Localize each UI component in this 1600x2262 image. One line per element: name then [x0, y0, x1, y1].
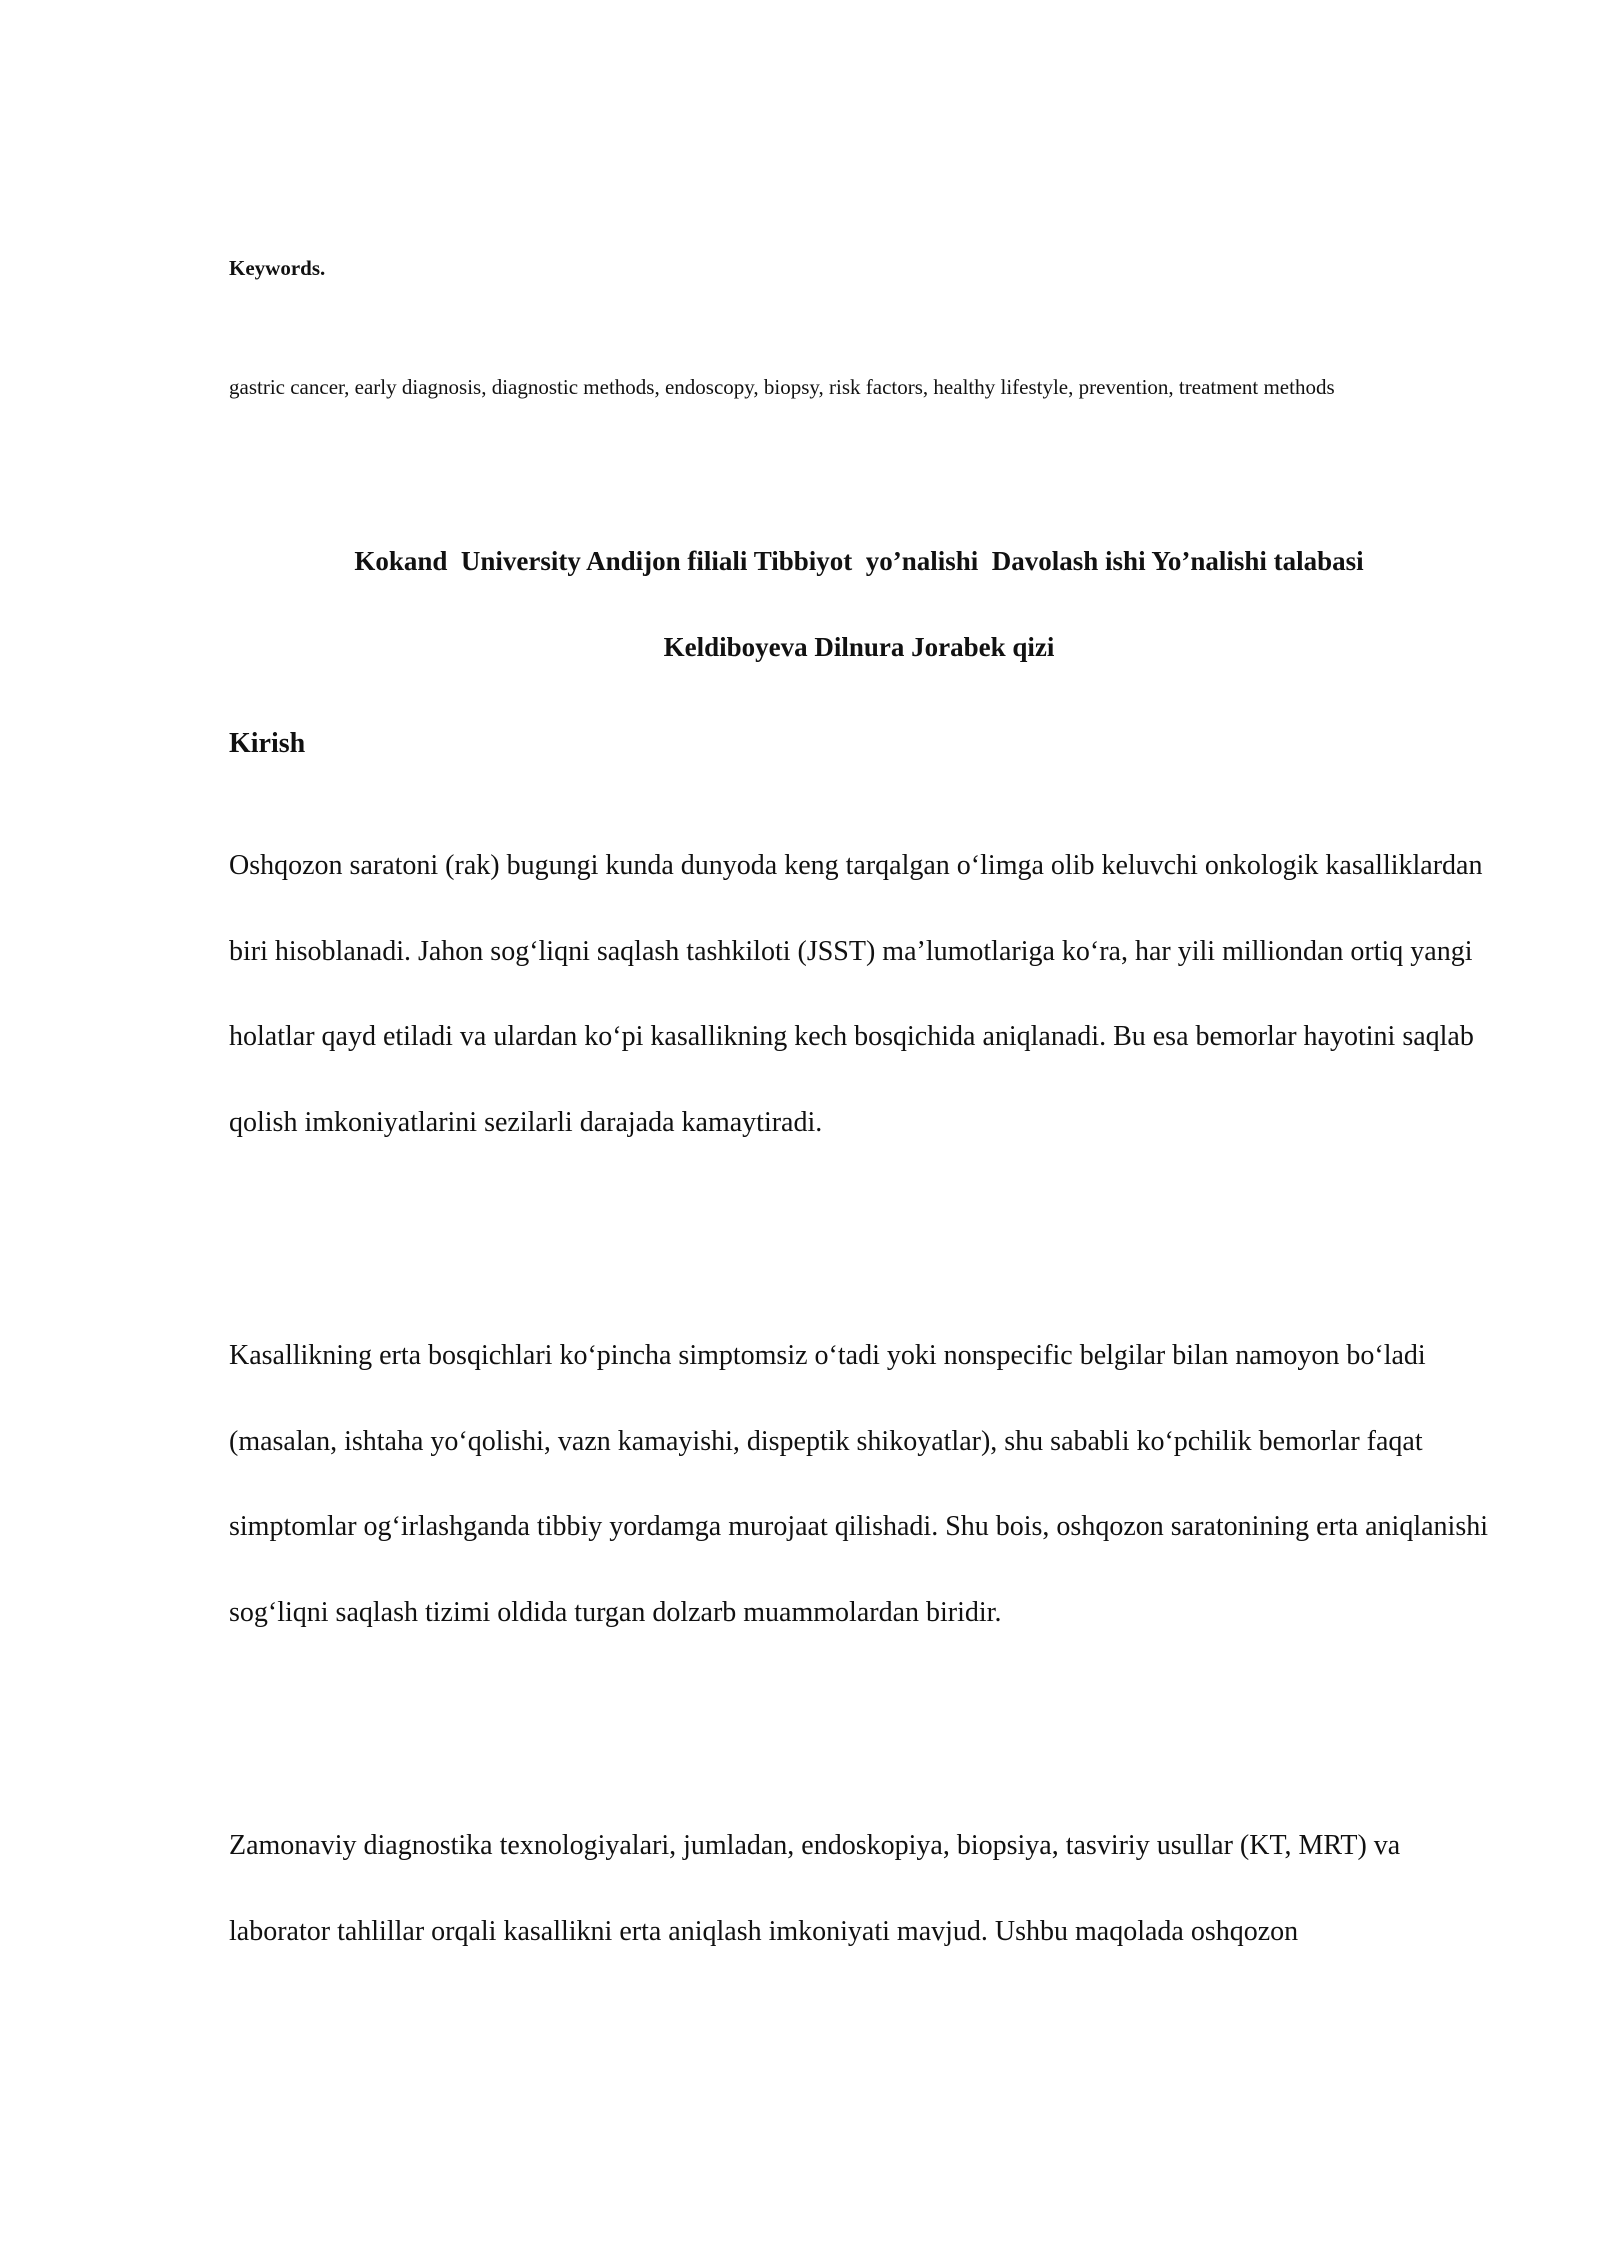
- section-heading: Kirish: [229, 728, 306, 759]
- body-paragraph-3: Zamonaviy diagnostika texnologiyalari, jumladan, endoskopiya, biopsiya, tasviriy usullar (KT, MRT) va laborator tahlillar orqali kasallikni erta aniqlash imkoniyati mavjud. Ushbu maqolada oshqozon: [229, 1830, 1401, 1947]
- author-name: Keldiboyeva Dilnura Jorabek qizi: [663, 632, 1055, 662]
- author-affiliation: Kokand University Andijon filiali Tibbiyot yo’nalishi Davolash ishi Yo’nalishi talabasi: [354, 546, 1364, 576]
- keywords-heading: Keywords.: [229, 256, 326, 280]
- author-block: [229, 518, 1489, 690]
- body-paragraph-1: Oshqozon saratoni (rak) bugungi kunda dunyoda keng tarqalgan o‘limga olib keluvchi onkologik kasalliklardan biri hisoblanadi. Jahon sog‘liqni saqlash tashkiloti (JSST) ma’lumotlariga ko‘ra, har yili milliondan ortiq yangi holatlar qayd etiladi va ulardan ko‘pi kasallikning kech bosqichida aniqlanadi. Bu esa bemorlar hayotini saqlab qolish imkoniyatlarini sezilarli darajada kamaytiradi.: [229, 850, 1483, 1138]
- keywords-text: gastric cancer, early diagnosis, diagnostic methods, endoscopy, biopsy, risk factors, healthy lifestyle, prevention, treatment methods: [229, 375, 1335, 399]
- body-paragraph-2: Kasallikning erta bosqichlari ko‘pincha simptomsiz o‘tadi yoki nonspecific belgilar bilan namoyon bo‘ladi (masalan, ishtaha yo‘qolishi, vazn kamayishi, dispeptik shikoyatlar), shu sababli ko‘pchilik bemorlar faqat simptomlar og‘irlashganda tibbiy yordamga murojaat qilishadi. Shu bois, oshqozon saratonining erta aniqlanishi sog‘liqni saqlash tizimi oldida turgan dolzarb muammolardan biridir.: [229, 1340, 1489, 1628]
